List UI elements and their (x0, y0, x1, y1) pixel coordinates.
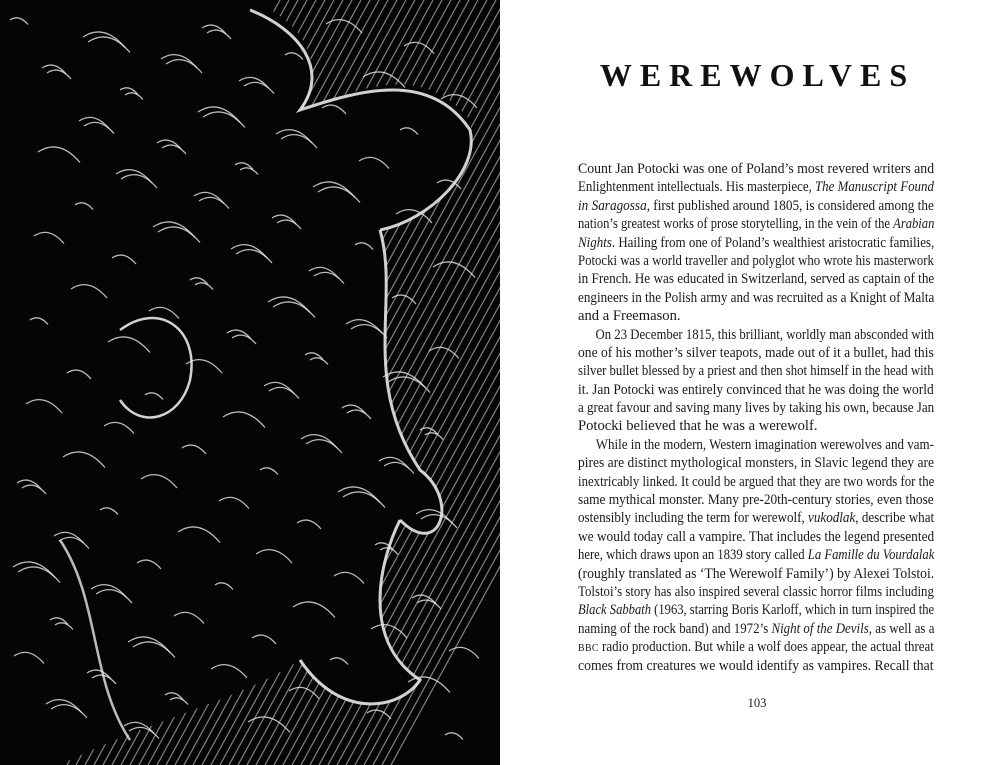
fur-stroke (449, 647, 479, 658)
text-line (578, 160, 935, 178)
text-line (578, 417, 934, 435)
text-line (578, 657, 934, 675)
text-segment: . Hailing from one of Poland’s wealthiest aristocratic families, (611, 234, 935, 251)
text-line (578, 620, 935, 638)
text-segment: ostensibly including the term for werewolf, (578, 510, 809, 527)
text-line (578, 289, 935, 307)
text-line (578, 473, 935, 491)
text-line (578, 601, 935, 619)
italic-text: Nights (578, 234, 612, 251)
text-line (578, 638, 934, 656)
text-segment: nation’s greatest works of prose storytelling, in the vein of the (578, 216, 894, 233)
text-line (578, 528, 935, 546)
text-line (578, 565, 935, 583)
text-line (578, 362, 934, 380)
text-line (578, 215, 935, 233)
text-segment: Enlightenment intellectuals. His masterpiece, (578, 179, 816, 196)
text-line (578, 197, 934, 215)
text-segment: On 23 December 1815, this brilliant, worldly man absconded with (595, 326, 935, 343)
text-line (578, 344, 934, 362)
text-segment: radio production. But while a wolf does appear, the actual threat (598, 639, 934, 656)
fur-stroke (404, 42, 434, 53)
text-line (578, 326, 935, 344)
text-line (578, 307, 934, 325)
text-segment: it. Jan Potocki was entirely convinced that he was doing the world (578, 381, 934, 398)
text-line (578, 399, 935, 417)
text-line (578, 234, 935, 252)
text-segment: comes from creatures we would identify as vampires. Recall that (578, 657, 934, 674)
italic-text: Black Sabbath (578, 602, 652, 619)
text-segment: , as well as a (868, 620, 935, 637)
text-line (578, 270, 935, 288)
text-segment: a great favour and saving many lives by taking his own, because Jan (578, 400, 935, 417)
text-segment: in French. He was educated in Switzerland, served as captain of the (578, 271, 935, 288)
text-segment: naming of the rock band) and 1972’s (578, 620, 772, 637)
text-segment: we would today call a vampire. That includes the legend presented (578, 528, 935, 545)
body-text (578, 160, 934, 675)
text-segment: (1963, starring Boris Karloff, which in turn inspired the (651, 602, 935, 619)
text-segment: Tolstoi’s story has also inspired several classic horror films including (578, 583, 934, 600)
italic-text: Arabian (893, 216, 935, 233)
italic-text: vukodlak (808, 510, 856, 527)
page-number: 103 (747, 696, 767, 710)
text-line (578, 509, 935, 527)
text-segment: , describe what (855, 510, 935, 527)
text-line (578, 381, 934, 399)
text-line (578, 178, 934, 196)
text-line (578, 583, 934, 601)
text-line (578, 454, 935, 472)
text-line (578, 546, 935, 564)
text-segment: BBC (578, 642, 599, 655)
italic-text: in Saragossa (578, 197, 647, 214)
text-segment: same mythical monster. Many pre-20th-century stories, even those (578, 492, 934, 509)
text-segment: , first published around 1805, is considered among the (646, 197, 934, 214)
text-line (578, 491, 934, 509)
text-segment: pires are distinct mythological monsters, in Slavic legend they are (578, 455, 935, 472)
chapter-title: WEREWOLVES (599, 57, 916, 93)
text-segment: silver bullet blessed by a priest and then shot himself in the head with (578, 363, 934, 380)
text-line (578, 252, 934, 270)
text-segment: inextricably linked. It could be argued that they are two words for the (578, 473, 935, 490)
italic-text: Night of the Devils (771, 620, 869, 637)
fur-stroke (433, 262, 475, 278)
fur-stroke (388, 377, 430, 393)
text-segment: Potocki believed that he was a werewolf. (578, 418, 818, 435)
text-segment: Potocki was a world traveller and polyglot who wrote his masterwork (578, 252, 934, 269)
text-segment: engineers in the Polish army and was recruited as a Knight of Malta (578, 289, 935, 306)
fur-stroke (417, 600, 441, 609)
text-segment: Count Jan Potocki was one of Poland’s most revered writers and (578, 161, 935, 177)
italic-text: The Manuscript Found (815, 179, 934, 196)
fur-stroke (445, 733, 463, 740)
text-segment: here, which draws upon an 1839 story called (578, 547, 808, 564)
text-segment: and a Freemason. (578, 308, 681, 325)
text-segment: While in the modern, Western imagination werewolves and vam- (595, 436, 934, 453)
text-segment: (roughly translated as ‘The Werewolf Family’) by Alexei Tolstoi. (578, 565, 935, 582)
italic-text: La Famille du Vourdalak (807, 547, 935, 564)
fur-stroke (367, 710, 391, 719)
text-segment: one of his mother’s silver teapots, made out of it a bullet, had this (578, 344, 934, 361)
text-line (578, 436, 934, 454)
